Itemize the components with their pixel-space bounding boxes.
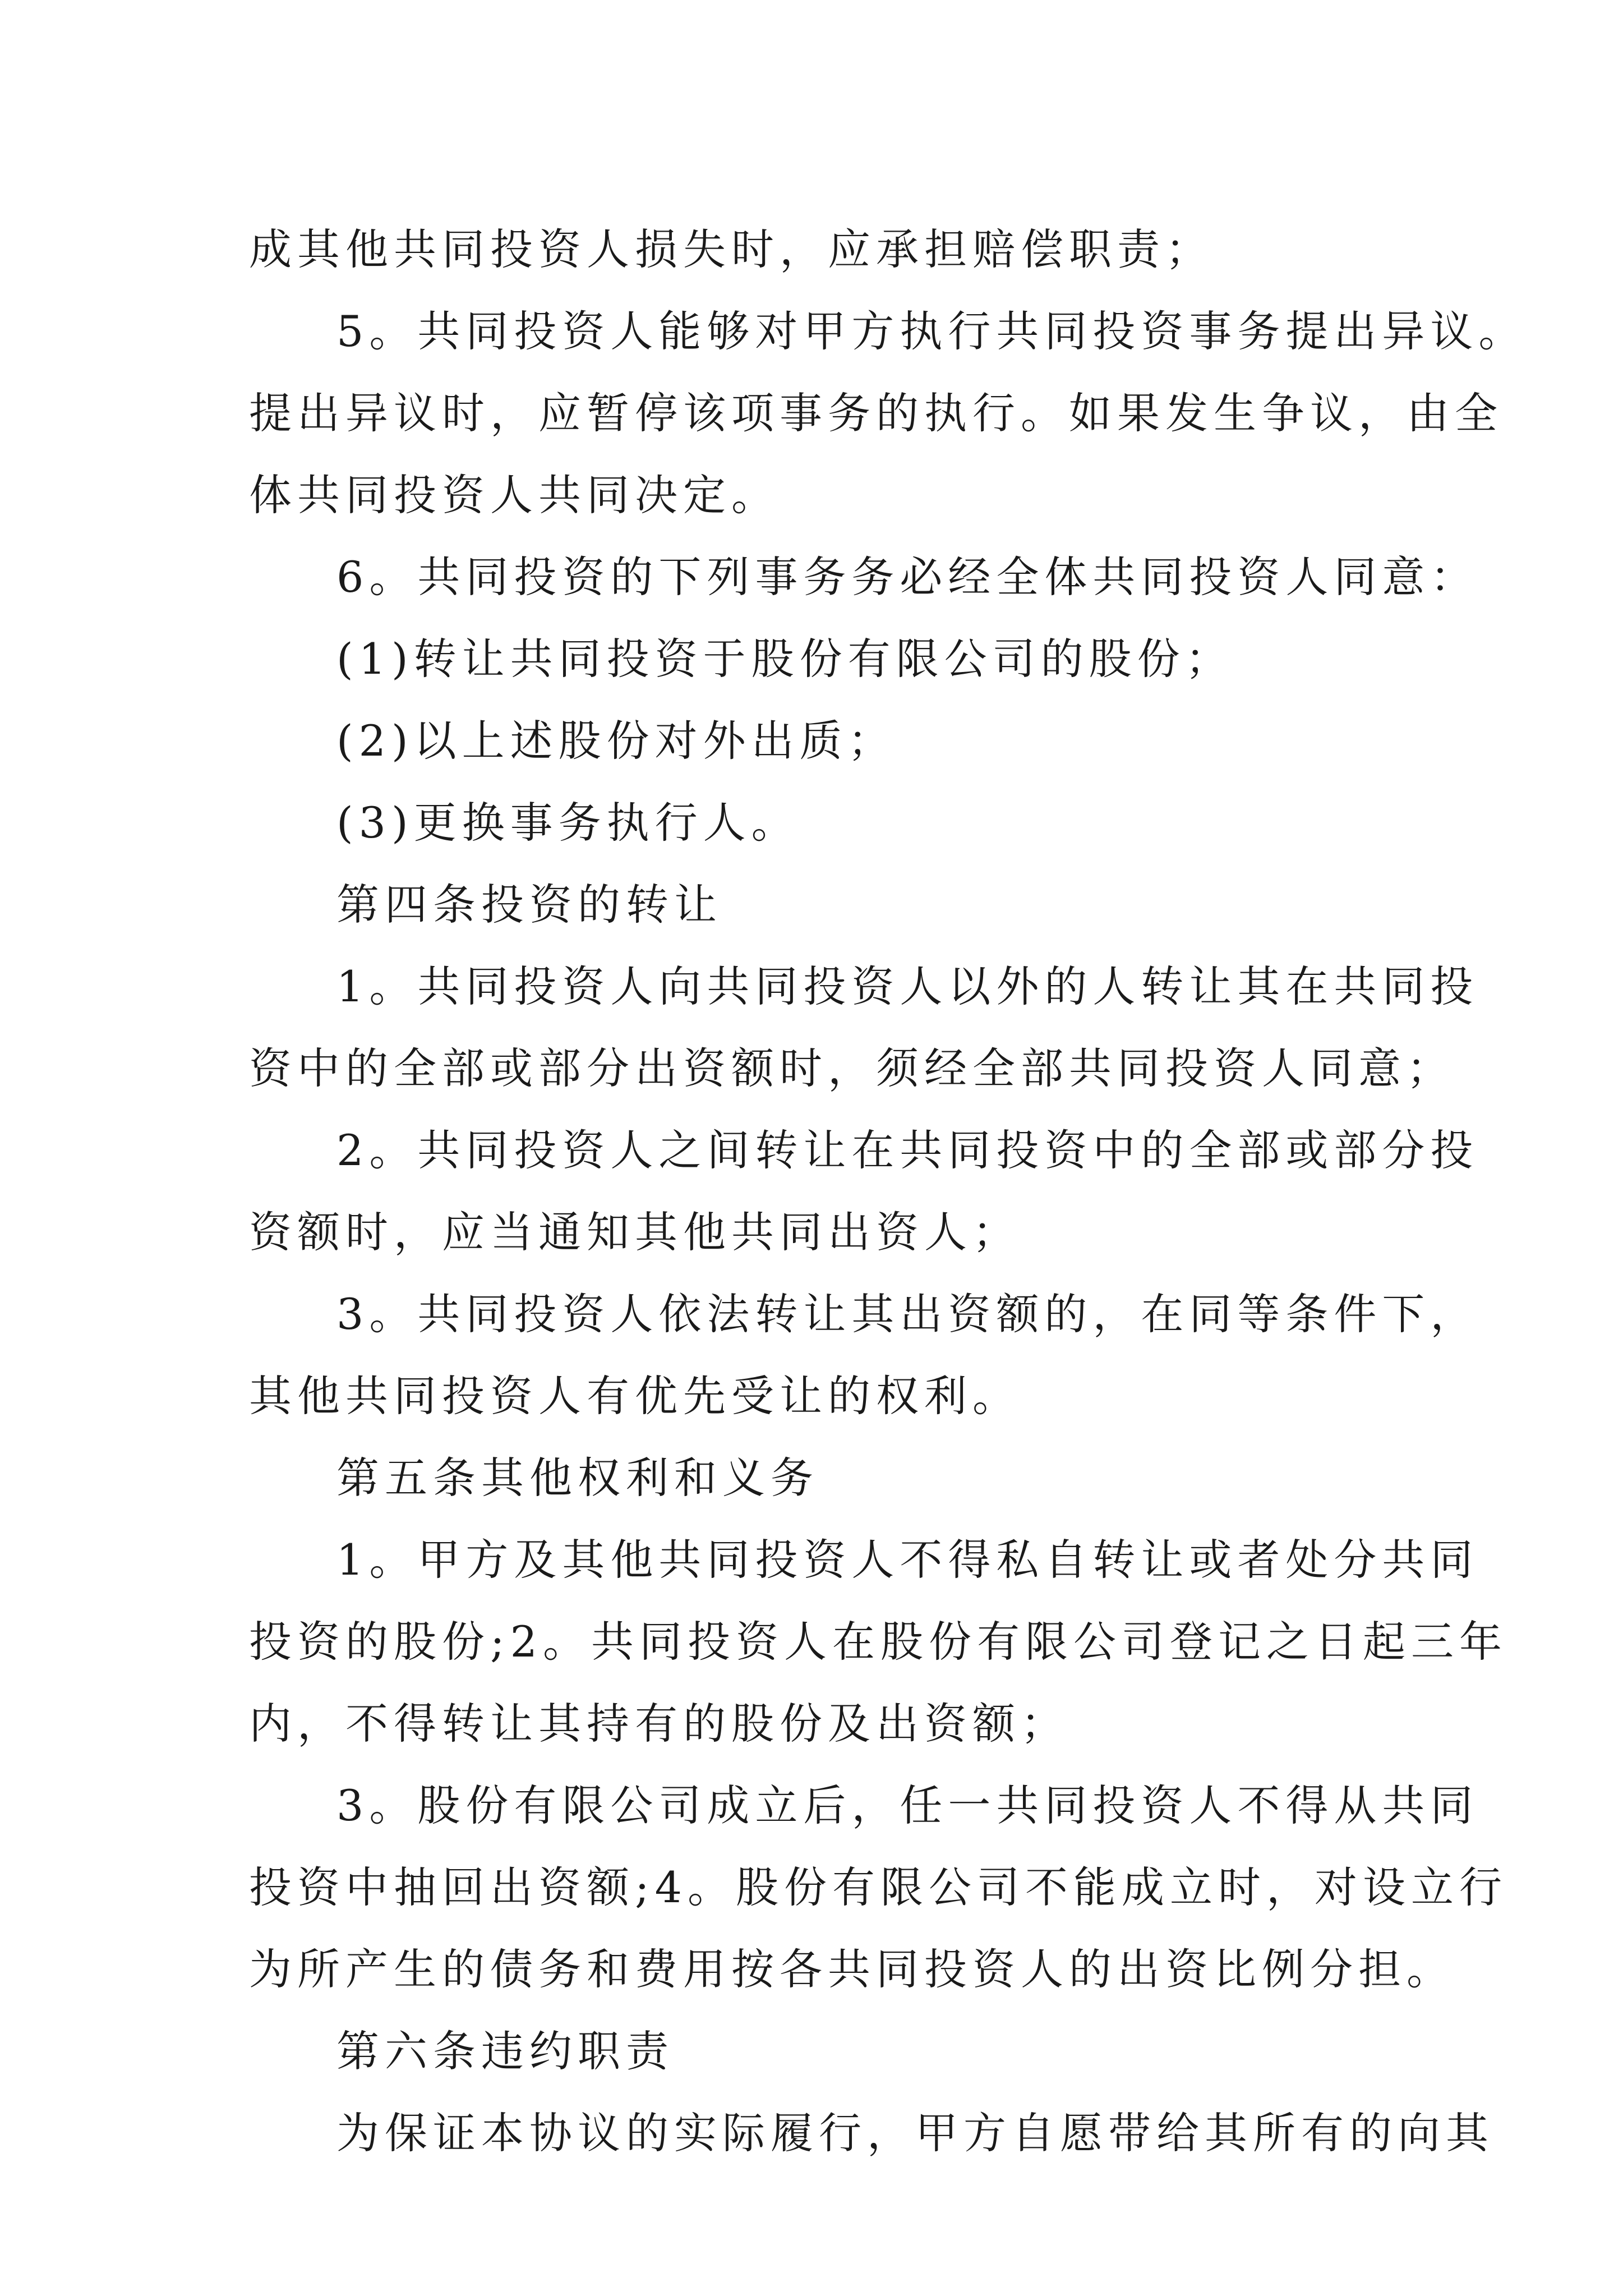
text-line: (3)更换事务执行人。: [336, 798, 800, 848]
text-line: (1)转让共同投资于股份有限公司的股份；: [336, 634, 1234, 684]
text-line: 为保证本协议的实际履行，甲方自愿带给其所有的向其: [336, 2108, 1494, 2158]
text-line: 体共同投资人共同决定。: [249, 470, 780, 520]
text-line: 资额时，应当通知其他共同出资人；: [249, 1207, 1021, 1257]
section-heading: 第六条违约职责: [336, 2026, 674, 2076]
text-line: 投资中抽回出资额;4。股份有限公司不能成立时，对设立行: [249, 1862, 1507, 1912]
text-line: 6。共同投资的下列事务务必经全体共同投资人同意：: [336, 552, 1479, 602]
text-line: 提出异议时，应暂停该项事务的执行。如果发生争议，由全: [249, 388, 1503, 438]
text-line: 2。共同投资人之间转让在共同投资中的全部或部分投: [336, 1125, 1479, 1175]
section-heading: 第五条其他权利和义务: [336, 1453, 819, 1503]
text-line: 1。共同投资人向共同投资人以外的人转让其在共同投: [336, 961, 1479, 1011]
document-body: [249, 209, 1527, 2174]
text-line: 内，不得转让其持有的股份及出资额；: [249, 1699, 1069, 1749]
text-line: 1。甲方及其他共同投资人不得私自转让或者处分共同: [336, 1535, 1479, 1585]
text-line: 成其他共同投资人损失时，应承担赔偿职责；: [249, 224, 1214, 274]
text-line: (2)以上述股份对外出质；: [336, 716, 896, 766]
text-line: 3。共同投资人依法转让其出资额的，在同等条件下，: [336, 1289, 1479, 1339]
text-line: 投资的股份;2。共同投资人在股份有限公司登记之日起三年: [249, 1617, 1507, 1667]
text-line: 为所产生的债务和费用按各共同投资人的出资比例分担。: [249, 1944, 1455, 1994]
text-line: 其他共同投资人有优先受让的权利。: [249, 1371, 1021, 1421]
text-line: 资中的全部或部分出资额时，须经全部共同投资人同意；: [249, 1043, 1455, 1093]
text-line: 5。共同投资人能够对甲方执行共同投资事务提出异议。: [336, 306, 1527, 356]
section-heading: 第四条投资的转让: [336, 880, 722, 930]
text-line: 3。股份有限公司成立后，任一共同投资人不得从共同: [336, 1780, 1479, 1830]
